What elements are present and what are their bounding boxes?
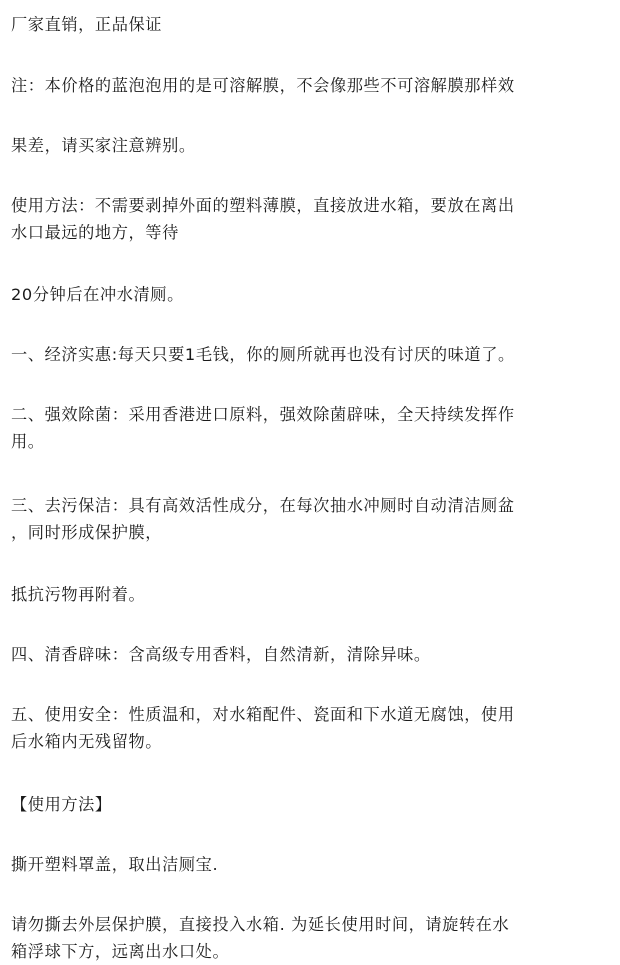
text-line: 水口最远的地方，等待 bbox=[11, 223, 179, 242]
text-line: 撕开塑料罩盖，取出洁厕宝. bbox=[11, 855, 219, 874]
text-line: 五、使用安全：性质温和，对水箱配件、瓷面和下水道无腐蚀，使用 bbox=[11, 705, 515, 724]
text-line: 用。 bbox=[11, 432, 45, 451]
text-line: 二、强效除菌：采用香港进口原料，强效除菌辟味，全天持续发挥作 bbox=[11, 405, 515, 424]
text-line: 请勿撕去外层保护膜，直接投入水箱. 为延长使用时间，请旋转在水 bbox=[11, 915, 510, 934]
paragraph-feature-cleaning bbox=[11, 492, 611, 546]
text-line: 使用方法：不需要剥掉外面的塑料薄膜，直接放进水箱，要放在离出 bbox=[11, 196, 515, 215]
paragraph-feature-cleaning-continued bbox=[11, 581, 611, 608]
text-line: 注：本价格的蓝泡泡用的是可溶解膜，不会像那些不可溶解膜那样效 bbox=[11, 76, 515, 95]
text-line: 一、经济实惠:每天只要1毛钱，你的厕所就再也没有讨厌的味道了。 bbox=[11, 345, 515, 364]
text-line: 后水箱内无残留物。 bbox=[11, 732, 163, 751]
text-line: 果差，请买家注意辨别。 bbox=[11, 136, 196, 155]
section-heading-usage bbox=[11, 791, 611, 818]
text-line: 三、去污保洁：具有高效活性成分，在每次抽水冲厕时自动清洁厕盆 bbox=[11, 496, 515, 515]
paragraph-usage-step-2 bbox=[11, 911, 611, 965]
paragraph-feature-safety bbox=[11, 701, 611, 755]
paragraph-wait-time bbox=[11, 281, 611, 308]
paragraph-factory-direct bbox=[11, 11, 611, 38]
paragraph-feature-economy bbox=[11, 341, 611, 368]
text-line: 厂家直销，正品保证 bbox=[11, 15, 163, 34]
paragraph-usage-method bbox=[11, 192, 611, 246]
text-line: 【使用方法】 bbox=[11, 795, 112, 814]
text-line: 四、清香辟味：含高级专用香料，自然清新，清除异味。 bbox=[11, 645, 431, 664]
paragraph-feature-antibacterial bbox=[11, 401, 611, 455]
paragraph-feature-fragrance bbox=[11, 641, 611, 668]
text-line: 抵抗污物再附着。 bbox=[11, 585, 146, 604]
paragraph-note bbox=[11, 72, 611, 99]
text-line: 箱浮球下方，远离出水口处。 bbox=[11, 942, 230, 961]
text-line: 20分钟后在冲水清厕。 bbox=[11, 285, 184, 304]
paragraph-note-continued bbox=[11, 132, 611, 159]
paragraph-usage-step-1 bbox=[11, 851, 611, 878]
text-line: ，同时形成保护膜， bbox=[11, 523, 163, 542]
